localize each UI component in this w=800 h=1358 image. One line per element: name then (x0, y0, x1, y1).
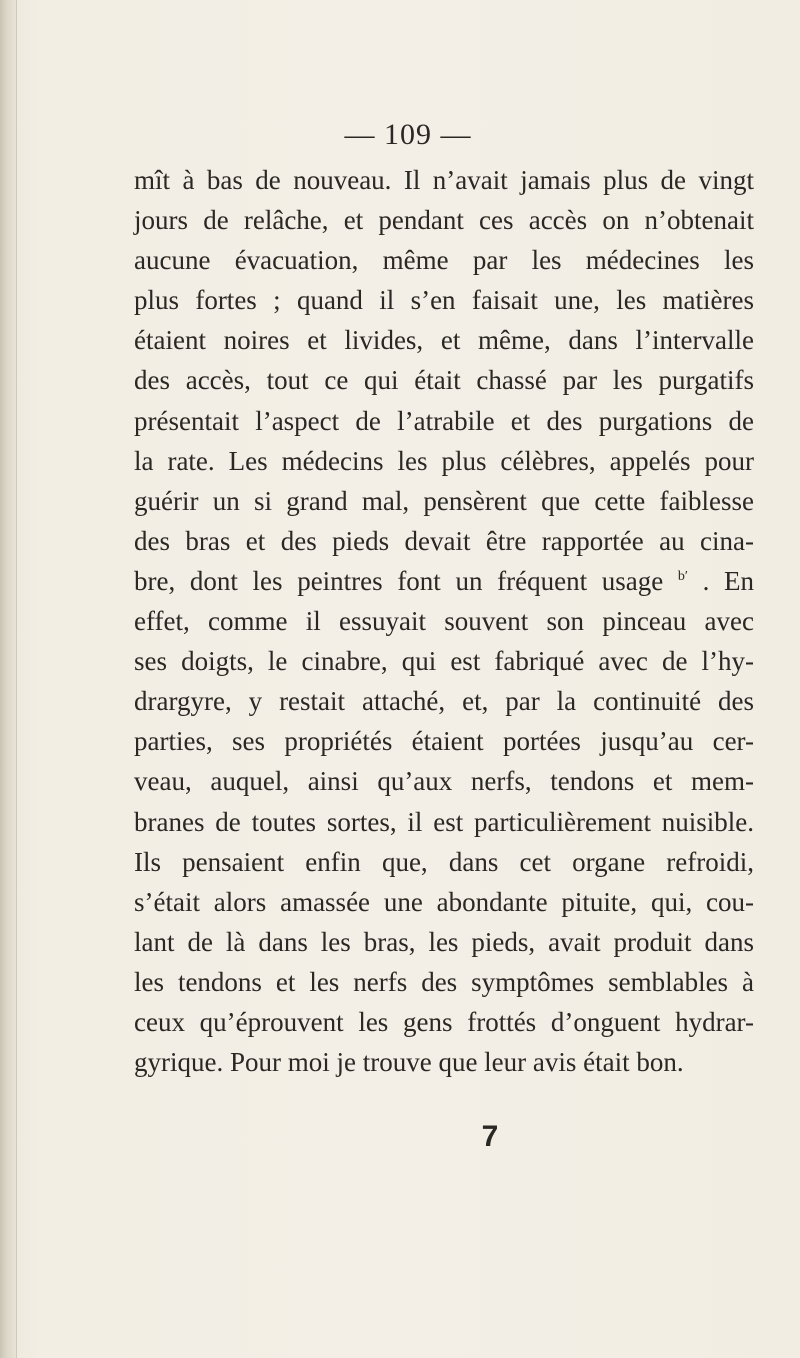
text-line: gyrique. Pour moi je trouve que leur avis était bon. (134, 1047, 684, 1078)
text-line: les tendons et les nerfs des symptômes semblables à (134, 966, 754, 997)
text-line: ses doigts, le cinabre, qui est fabriqué avec de l’hy- (134, 646, 754, 677)
text-line: présentait l’aspect de l’atrabile et des purgations de (134, 405, 754, 436)
text-line: veau, auquel, ainsi qu’aux nerfs, tendons et mem- (134, 766, 754, 797)
text-line-start: bre, dont les peintres font un fréquent usage (134, 565, 664, 596)
text-line: parties, ses propriétés étaient portées jusqu’au cer- (134, 726, 754, 757)
signature-mark: 7 (481, 1120, 499, 1153)
footnote-mark: b′ (677, 568, 688, 584)
text-line: des accès, tout ce qui était chassé par les purgatifs (134, 365, 754, 396)
text-line: branes de toutes sortes, il est particulièrement nuisible. (134, 806, 754, 837)
page-number-header: — 109 — (344, 118, 472, 151)
text-line-end: . En (702, 565, 755, 596)
text-line: Ils pensaient enfin que, dans cet organe refroidi, (134, 846, 754, 877)
text-line: la rate. Les médecins les plus célèbres, appelés pour (134, 445, 754, 476)
text-line: s’était alors amassée une abondante pituite, qui, cou- (134, 886, 754, 917)
text-line: guérir un si grand mal, pensèrent que cette faiblesse (134, 485, 754, 516)
text-line: des bras et des pieds devait être rapportée au cina- (134, 525, 754, 556)
text-line: jours de relâche, et pendant ces accès on n’obtenait (134, 205, 754, 236)
page-binding-edge (0, 0, 17, 1358)
body-paragraph (134, 160, 754, 1082)
text-line: lant de là dans les bras, les pieds, avait produit dans (134, 926, 754, 957)
text-line: ceux qu’éprouvent les gens frottés d’onguent hydrar- (134, 1006, 754, 1037)
text-line-with-footnote (134, 561, 754, 601)
text-line: étaient noires et livides, et même, dans l’intervalle (134, 325, 754, 356)
text-line: effet, comme il essuyait souvent son pinceau avec (134, 606, 754, 637)
text-line: aucune évacuation, même par les médecines les (134, 245, 754, 276)
text-line: plus fortes ; quand il s’en faisait une, les matières (134, 285, 754, 316)
text-line: mît à bas de nouveau. Il n’avait jamais plus de vingt (134, 165, 754, 195)
text-line: drargyre, y restait attaché, et, par la continuité des (134, 686, 754, 717)
